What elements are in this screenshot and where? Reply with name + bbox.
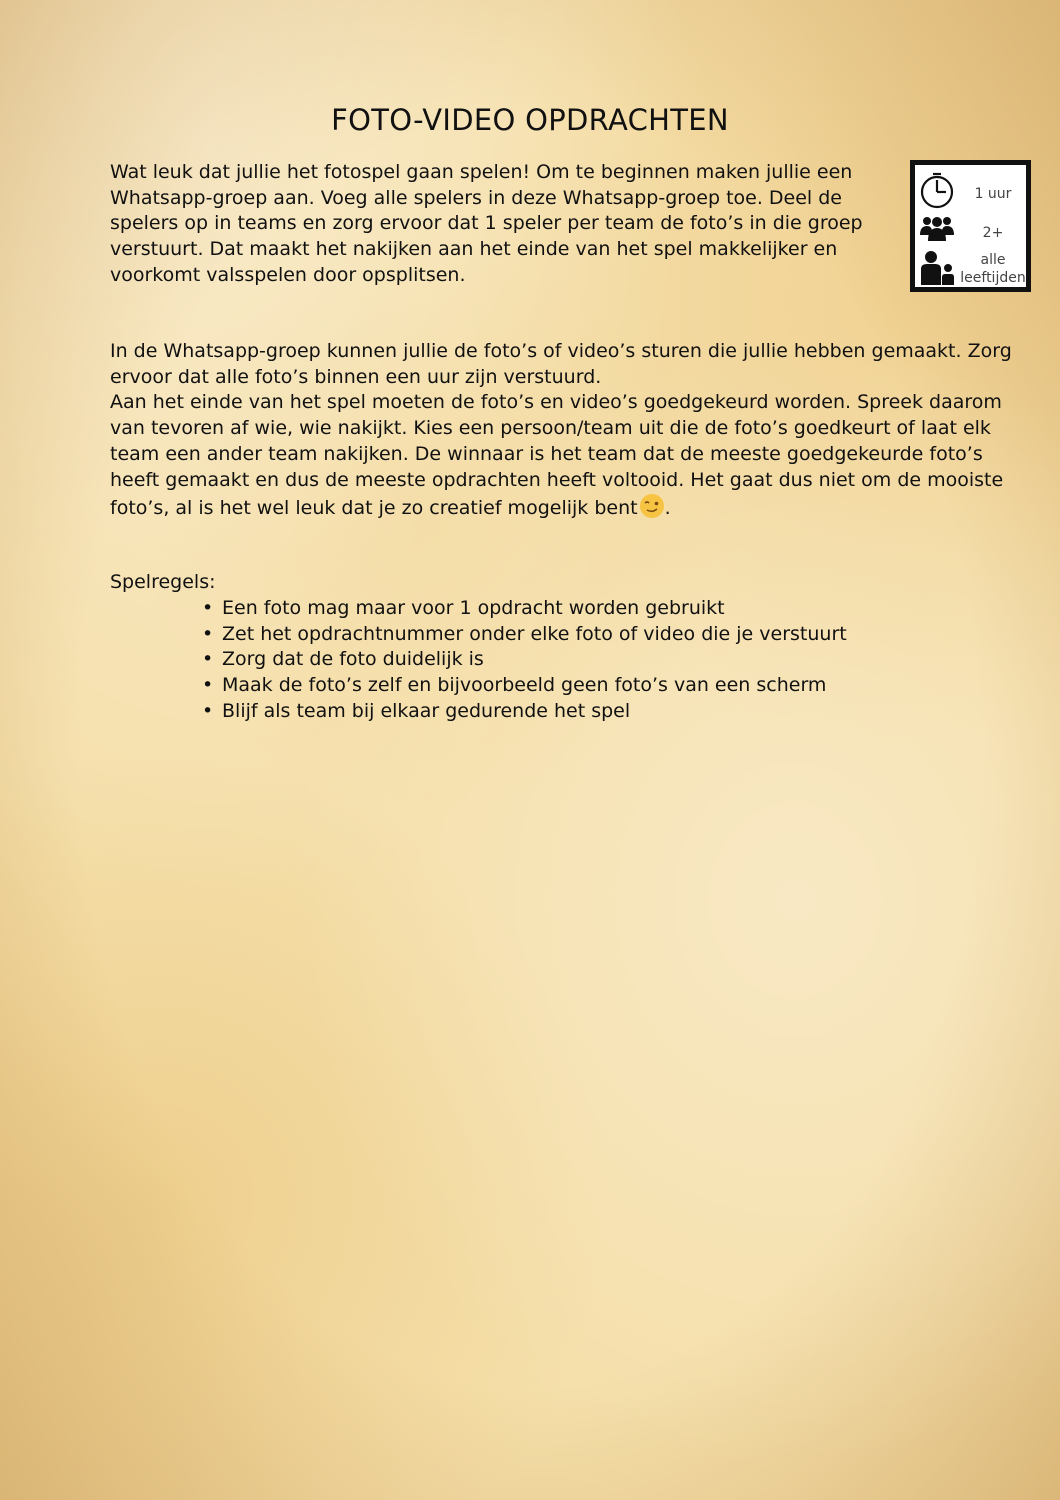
group-icon [919,213,955,247]
info-box [910,160,1031,292]
adult-child-icon [919,249,955,291]
list-item: • Een foto mag maar voor 1 opdracht worden gebruikt [200,596,847,622]
info-age-row [915,249,1026,289]
wink-emoji-icon [639,493,665,527]
info-players-value: 2+ [982,225,1004,241]
page-title: FOTO-VIDEO OPDRACHTEN [331,103,729,138]
body-line-2: Aan het einde van het spel moeten de foto’s en video’s goedgekeurd worden. Spreek daarom van tevoren af wie, wie nakijkt. Kies een persoon/team uit die de foto’s goedkeurt of laat elk team een ander team nakijken. De winnaar is het team dat de meeste goedgekeurde foto’s heeft gemaakt en dus de meeste opdrachten heeft voltooid. Het gaat dus niet om de mooiste foto’s, al is het wel leuk dat je zo creatief mogelijk bent [110,391,1004,520]
info-players-row [915,213,1026,249]
list-item: • Zorg dat de foto duidelijk is [200,647,847,673]
intro-paragraph: Wat leuk dat jullie het fotospel gaan spelen! Om te beginnen maken jullie een Whatsapp-groep aan. Voeg alle spelers in deze Whatsapp-groep toe. Deel de spelers op in teams en zorg ervoor dat 1 speler per team de foto’s in die groep verstuurt. Dat maakt het nakijken aan het einde van het spel makkelijker en voorkomt valsspelen door opsplitsen. [110,161,863,286]
info-age-line1: alle [980,252,1006,268]
clock-icon [919,171,955,213]
info-age-line2: leeftijden [960,270,1026,286]
info-time-row [915,171,1026,211]
body-end: . [664,497,671,520]
list-item: • Zet het opdrachtnummer onder elke foto of video die je verstuurt [200,622,847,648]
info-time-value: 1 uur [974,186,1012,202]
body-line-1: In de Whatsapp-groep kunnen jullie de foto’s of video’s sturen die jullie hebben gemaakt. Zorg ervoor dat alle foto’s binnen een uur zijn verstuurd. [110,340,1012,388]
rules-heading: Spelregels: [110,571,216,593]
list-item: • Maak de foto’s zelf en bijvoorbeeld geen foto’s van een scherm [200,673,847,699]
list-item: • Blijf als team bij elkaar gedurende het spel [200,699,847,725]
info-age-value [959,251,1027,287]
body-paragraph [110,339,1030,527]
rules-list [200,596,847,725]
